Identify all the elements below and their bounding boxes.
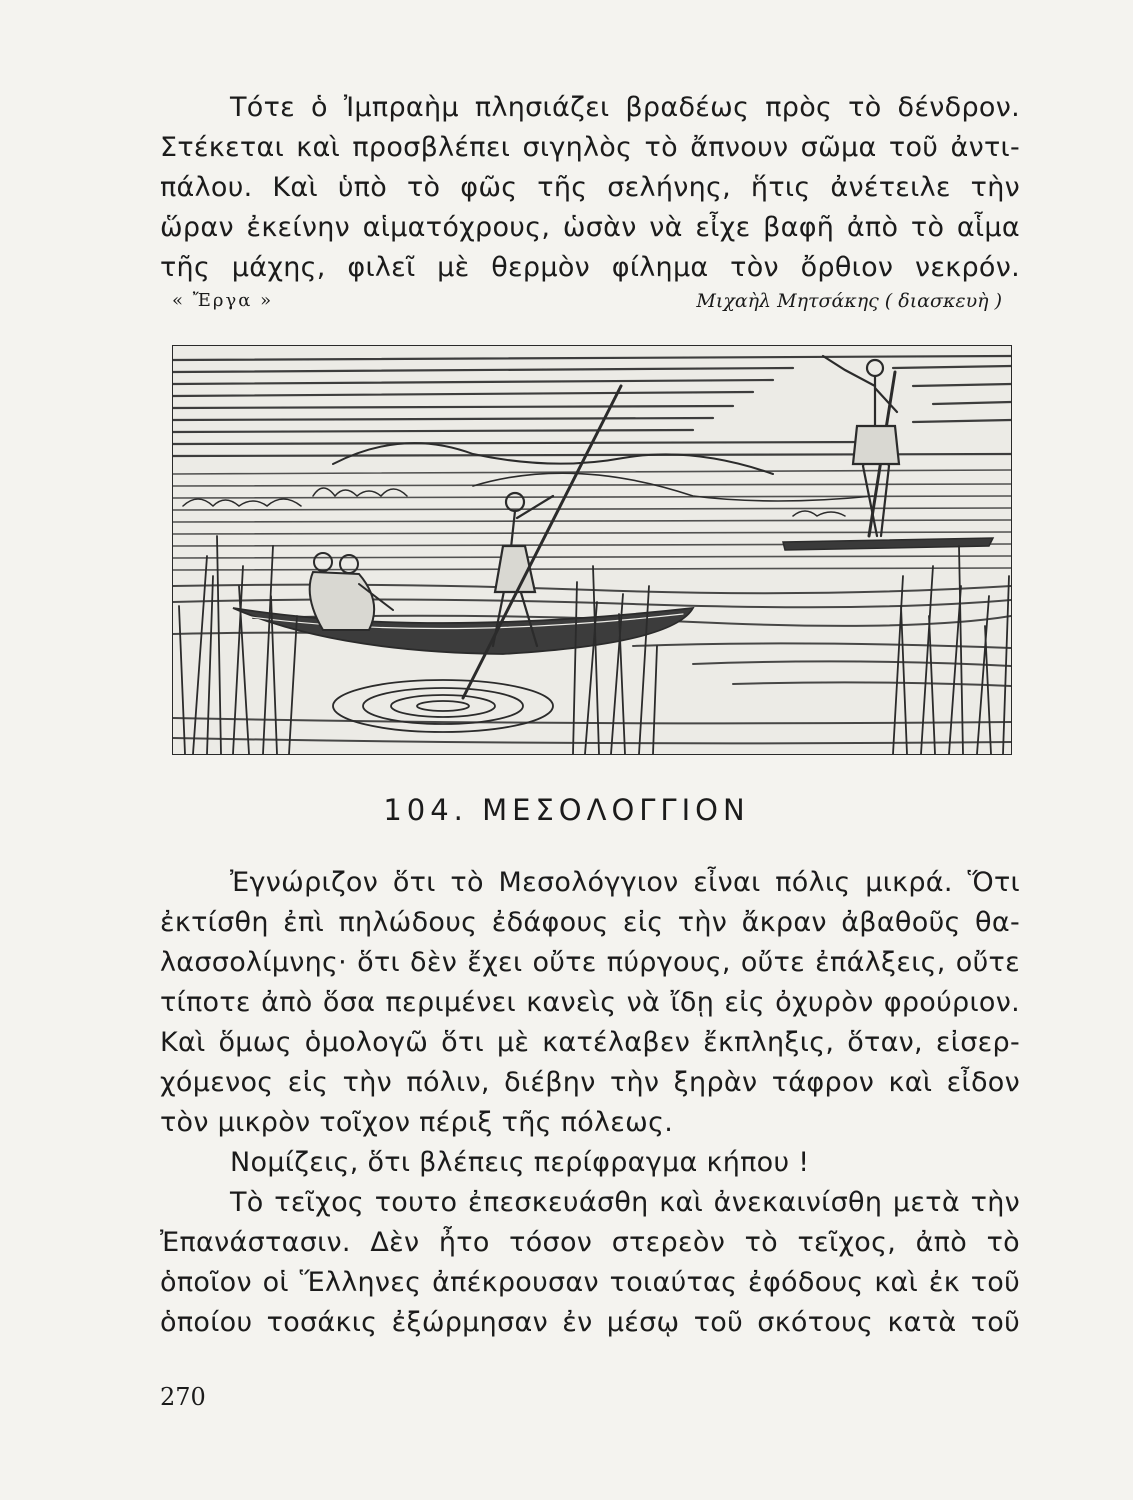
text-line: ἐκτίσθη ἐπὶ πηλώδους ἐδάφους εἰς τὴν ἄκραν ἀβαθοῦς θα- [160,907,1020,938]
closing-paragraph [160,88,1020,288]
text-line: πάλου. Καὶ ὑπὸ τὸ φῶς τῆς σελήνης, ἥτις ἀνέτειλε τὴν [160,172,1020,203]
lagoon-engraving [172,345,1012,755]
text-line: ὁποῖον οἱ Ἕλληνες ἀπέκρουσαν τοιαύτας ἐφόδους καὶ ἐκ τοῦ [160,1267,1020,1298]
text-line: τὸν μικρὸν τοῖχον πέριξ τῆς πόλεως. [160,1107,674,1138]
text-line: ὁποίου τοσάκις ἐξώρμησαν ἐν μέσῳ τοῦ σκότους κατὰ τοῦ [160,1307,1020,1338]
chapter-body [160,863,1020,1343]
text-line: τῆς μάχης, φιλεῖ μὲ θερμὸν φίλημα τὸν ὄρθιον νεκρόν. [160,252,1020,283]
chapter-title: 104. ΜΕΣΟΛΟΓΓΙΟΝ [383,793,750,827]
text-line: λασσολίμνης· ὅτι δὲν ἔχει οὔτε πύργους, οὔτε ἐπάλξεις, οὔτε [160,947,1020,978]
text-line: Τὸ τεῖχος τουτο ἐπεσκευάσθη καὶ ἀνεκαινίσθη μετὰ τὴν [230,1187,1020,1218]
page-number: 270 [160,1383,206,1411]
text-line: ὥραν ἐκείνην αἱματόχρους, ὡσὰν νὰ εἶχε βαφῆ ἀπὸ τὸ αἷμα [160,212,1020,243]
text-line: Νομίζεις, ὅτι βλέπεις περίφραγμα κήπου ! [230,1147,810,1178]
text-line: τίποτε ἀπὸ ὅσα περιμένει κανεὶς νὰ ἴδῃ εἰς ὀχυρὸν φρούριον. [160,987,1020,1018]
text-line: Τότε ὁ Ἰμπραὴμ πλησιάζει βραδέως πρὸς τὸ δένδρον. [230,92,1020,123]
text-line: Ἐγνώριζον ὅτι τὸ Μεσολόγγιον εἶναι πόλις μικρά. Ὅτι [230,867,1020,898]
attribution-source: « Ἔργα » [172,290,274,311]
text-line: Στέκεται καὶ προσβλέπει σιγηλὸς τὸ ἄπνουν σῶμα τοῦ ἀντι- [160,132,1020,163]
text-line: Καὶ ὅμως ὁμολογῶ ὅτι μὲ κατέλαβεν ἔκπληξις, ὅταν, εἰσερ- [160,1027,1020,1058]
text-line: χόμενος εἰς τὴν πόλιν, διέβην τὴν ξηρὰν τάφρον καὶ εἶδον [160,1067,1020,1098]
text-line: Ἐπανάστασιν. Δὲν ἦτο τόσον στερεὸν τὸ τεῖχος, ἀπὸ τὸ [160,1227,1020,1258]
attribution-author: Μιχαὴλ Μητσάκης ( διασκευὴ ) [696,290,1002,312]
attribution [172,290,1002,320]
